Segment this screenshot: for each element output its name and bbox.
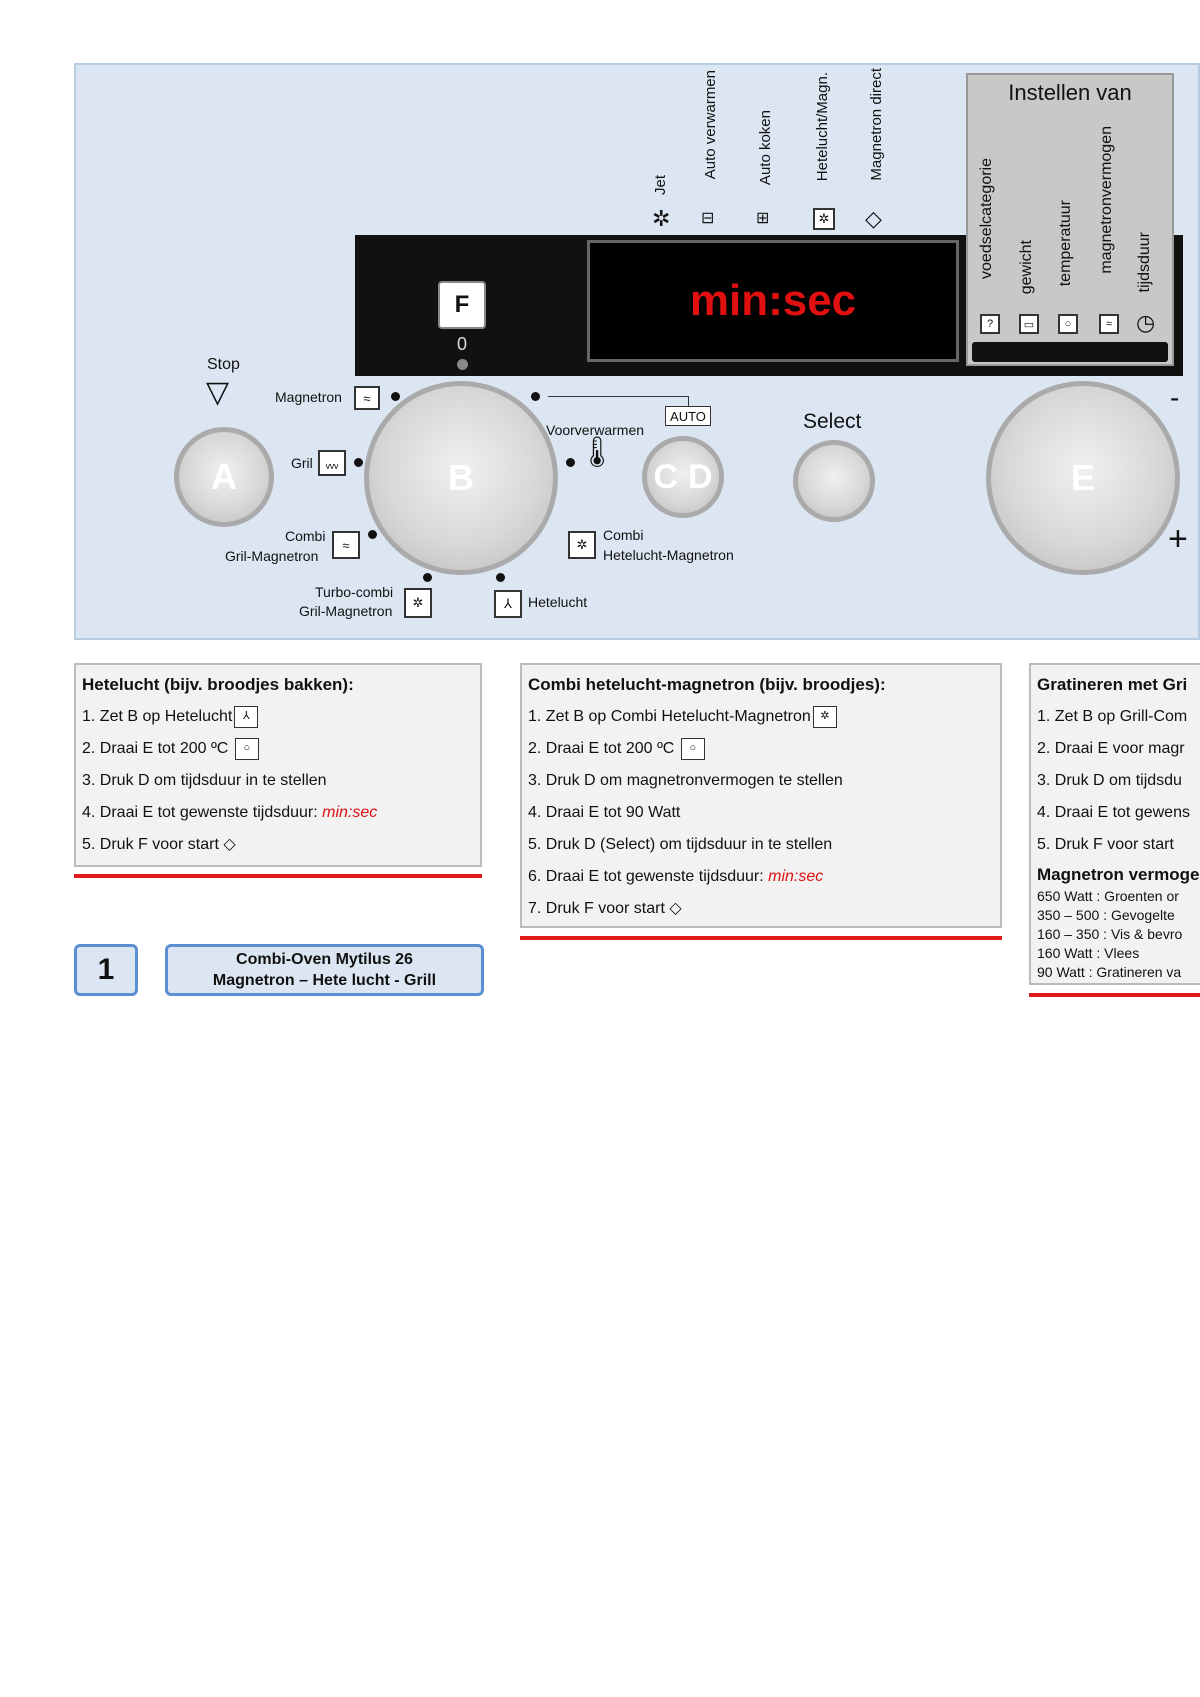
- knob-a[interactable]: A: [174, 427, 274, 527]
- dot-gril: [354, 458, 363, 467]
- title-line1: Combi-Oven Mytilus 26: [236, 951, 413, 968]
- select-button[interactable]: [793, 440, 875, 522]
- card-gratineren: [1029, 663, 1200, 985]
- mode-hetelucht-magnetron: Hetelucht-Magnetron: [603, 547, 734, 563]
- hetelucht-icon: ⅄: [494, 590, 522, 618]
- instellen-tijdsduur: tijdsduur: [1136, 232, 1153, 293]
- auto-label: AUTO: [665, 406, 711, 426]
- watt-item: 650 Watt : Groenten or: [1037, 888, 1179, 904]
- hetelucht-step: 5. Druk F voor start ◇: [82, 836, 236, 853]
- combi-step: 2. Draai E tot 200 ºC ○: [528, 733, 1000, 765]
- page-number-badge: 1: [74, 944, 138, 996]
- card-combi-title: Combi hetelucht-magnetron (bijv. broodjes):: [528, 675, 886, 694]
- watt-item: 160 Watt : Vlees: [1037, 945, 1140, 961]
- dot-combi: [368, 530, 377, 539]
- mode-magnetron: Magnetron: [275, 389, 342, 405]
- title-badge: [165, 944, 484, 996]
- mode-gril-magnetron: Gril-Magnetron: [225, 548, 319, 564]
- dot-hetelucht: [496, 573, 505, 582]
- mode-combi-hl: Combi: [603, 527, 644, 543]
- grill-icon: ᵥᵥᵥ: [318, 450, 346, 476]
- label-hetelucht-magn: Hetelucht/Magn.: [814, 72, 831, 182]
- minus-label: -: [1170, 382, 1180, 413]
- auto-warm-icon: ⊟: [701, 210, 715, 227]
- gratineren-step: 5. Druk F voor start: [1037, 836, 1174, 853]
- hetelucht-step: 4. Draai E tot gewenste tijdsduur: min:sec: [82, 804, 378, 821]
- watt-item: 160 – 350 : Vis & bevro: [1037, 926, 1183, 942]
- combi-step: 6. Draai E tot gewenste tijdsduur: min:sec: [528, 868, 824, 885]
- red-min-sec: min:sec: [322, 804, 378, 821]
- combi-grill-icon: ≈: [332, 531, 360, 559]
- start-f-button[interactable]: F: [438, 281, 486, 329]
- timer-icon: ◷: [1136, 310, 1156, 335]
- label-jet: Jet: [652, 175, 669, 196]
- f-zero-label: 0: [456, 334, 467, 354]
- hetelucht-magn-icon: ✲: [813, 208, 835, 230]
- knob-d-label: D: [688, 457, 713, 496]
- plus-label: +: [1168, 520, 1188, 558]
- temperature-icon: ○: [1058, 314, 1078, 334]
- thermometer-icon: 🌡: [578, 436, 617, 469]
- dot-turbo-combi: [423, 573, 432, 582]
- gratineren-step: 1. Zet B op Grill-Com: [1037, 708, 1188, 725]
- mode-turbo-gril-magnetron: Gril-Magnetron: [299, 603, 393, 619]
- combi-hetelucht-icon: ✲: [813, 706, 837, 728]
- card-hetelucht: [74, 663, 482, 867]
- label-auto-koken: Auto koken: [757, 110, 774, 186]
- red-divider: [74, 874, 482, 878]
- instellen-temperatuur: temperatuur: [1057, 200, 1074, 287]
- weight-icon: ▭: [1019, 314, 1039, 334]
- combi-step: 3. Druk D om magnetronvermogen te stellen: [528, 772, 843, 789]
- mode-combi: Combi: [285, 528, 326, 544]
- knob-c-label: C: [653, 457, 678, 496]
- mode-voorverwarmen: Voorverwarmen: [546, 422, 645, 438]
- stop-icon[interactable]: ▽: [206, 376, 230, 409]
- instellen-magnetronvermogen: magnetronvermogen: [1098, 126, 1115, 274]
- turbo-combi-icon: ✲: [404, 588, 432, 618]
- instellen-gewicht: gewicht: [1018, 240, 1035, 295]
- temperature-icon: ○: [681, 738, 705, 760]
- gratineren-step: 4. Draai E tot gewens: [1037, 804, 1190, 821]
- f-indicator: [457, 359, 468, 370]
- dot-voorverwarmen: [566, 458, 575, 467]
- jet-icon: ✲: [652, 206, 671, 231]
- red-divider: [520, 936, 1002, 940]
- auto-line: [548, 396, 688, 397]
- stop-label: Stop: [207, 356, 240, 373]
- combi-step: 1. Zet B op Combi Hetelucht-Magnetron ✲: [528, 701, 1000, 733]
- combi-step: 7. Druk F voor start ◇: [528, 900, 682, 917]
- instellen-title: Instellen van: [1008, 80, 1132, 105]
- card-hetelucht-title: Hetelucht (bijv. broodjes bakken):: [82, 675, 354, 694]
- start-icon: ◇: [669, 900, 682, 917]
- card-gratineren-title: Gratineren met Gri: [1037, 675, 1188, 694]
- knob-cd[interactable]: [642, 436, 724, 518]
- temperature-icon: ○: [235, 738, 259, 760]
- hetelucht-step: 2. Draai E tot 200 ºC ○: [82, 733, 480, 765]
- knob-b[interactable]: B: [364, 381, 558, 575]
- combi-hetelucht-icon: ✲: [568, 531, 596, 559]
- hetelucht-step: 1. Zet B op Hetelucht ⅄: [82, 701, 480, 733]
- hetelucht-step: 3. Druk D om tijdsduur in te stellen: [82, 772, 327, 789]
- mode-turbo-combi: Turbo-combi: [315, 584, 394, 600]
- watt-item: 350 – 500 : Gevogelte: [1037, 907, 1175, 923]
- display-text: min:sec: [689, 276, 857, 325]
- instellen-voedselcategorie: voedselcategorie: [978, 158, 995, 279]
- knob-e[interactable]: E: [986, 381, 1180, 575]
- magnetron-icon: ≈: [354, 386, 380, 410]
- red-min-sec: min:sec: [768, 868, 824, 885]
- gratineren-step: 3. Druk D om tijdsdu: [1037, 772, 1182, 789]
- mode-gril: Gril: [291, 455, 313, 471]
- select-label: Select: [803, 410, 862, 433]
- dot-auto: [531, 392, 540, 401]
- dot-magnetron: [391, 392, 400, 401]
- combi-step: 4. Draai E tot 90 Watt: [528, 804, 681, 821]
- label-auto-verwarmen: Auto verwarmen: [702, 70, 719, 180]
- watt-item: 90 Watt : Gratineren va: [1037, 964, 1182, 980]
- card-combi: [520, 663, 1002, 928]
- magnetron-direct-icon: ◇: [865, 206, 882, 231]
- red-divider: [1029, 993, 1200, 997]
- food-category-icon: ?: [980, 314, 1000, 334]
- gratineren-step: 2. Draai E voor magr: [1037, 740, 1185, 757]
- combi-step: 5. Druk D (Select) om tijdsduur in te stellen: [528, 836, 833, 853]
- mode-hetelucht: Hetelucht: [528, 594, 588, 610]
- gratineren-subtitle: Magnetron vermoge: [1037, 865, 1200, 884]
- start-icon: ◇: [223, 836, 236, 853]
- label-magnetron-direct: Magnetron direct: [868, 68, 885, 181]
- microwave-power-icon: ≈: [1099, 314, 1119, 334]
- auto-cook-icon: ⊞: [756, 210, 770, 227]
- title-line2: Magnetron – Hete lucht - Grill: [212, 972, 437, 989]
- instellen-bar: [972, 342, 1168, 362]
- hetelucht-icon: ⅄: [234, 706, 258, 728]
